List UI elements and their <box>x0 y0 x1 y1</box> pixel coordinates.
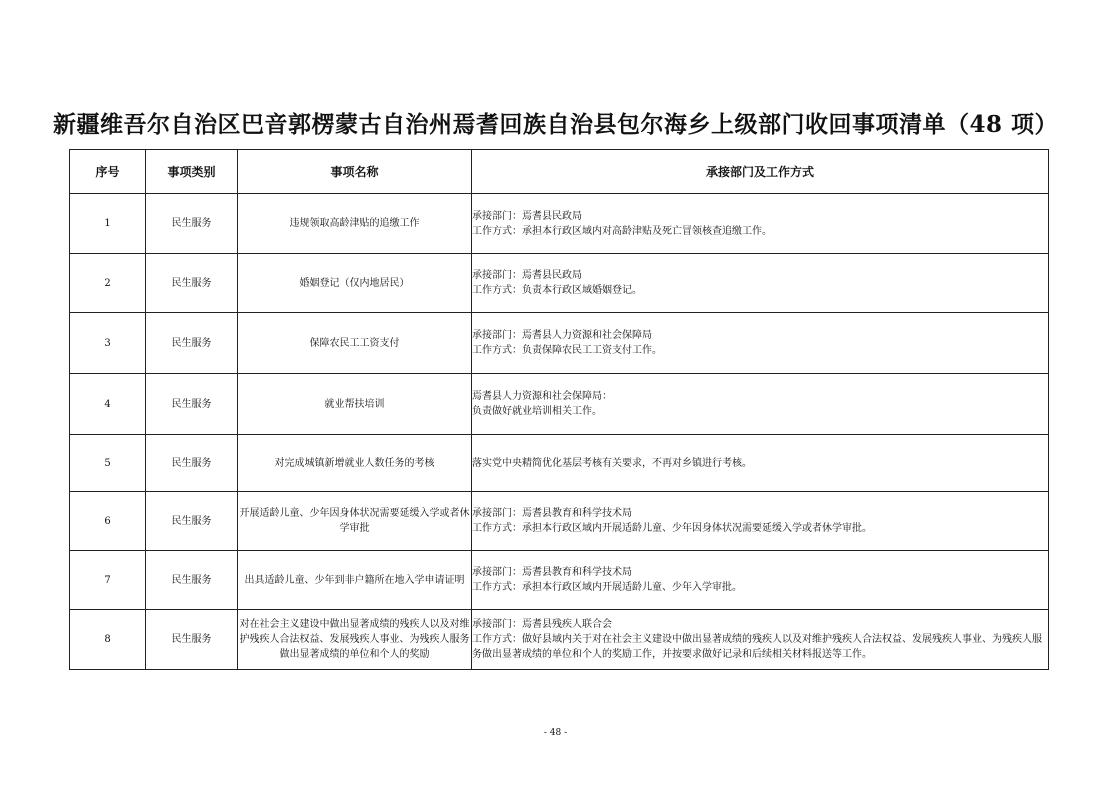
row-dept-info <box>472 551 1049 610</box>
header-name: 事项名称 <box>238 150 472 194</box>
row-category: 民生服务 <box>146 313 238 374</box>
page-number: - 48 - <box>543 728 568 738</box>
row-dept-info <box>472 254 1049 313</box>
row-dept-info <box>472 435 1049 492</box>
row-dept-info <box>472 610 1049 670</box>
dept-line: 落实党中央精简优化基层考核有关要求，不再对乡镇进行考核。 <box>472 457 752 469</box>
table-row <box>70 194 1049 254</box>
header-dept: 承接部门及工作方式 <box>472 150 1049 194</box>
row-category: 民生服务 <box>146 254 238 313</box>
dept-line: 负责做好就业培训相关工作。 <box>472 406 602 417</box>
row-number: 5 <box>70 435 146 492</box>
dept-line: 承接部门：焉耆县残疾人联合会 <box>472 619 612 630</box>
row-number: 7 <box>70 551 146 610</box>
row-category: 民生服务 <box>146 492 238 551</box>
dept-line: 工作方式：做好县域内关于对在社会主义建设中做出显著成绩的残疾人以及对维护残疾人合法权益、发展残疾人事业、为残疾人服务做出显著成绩的单位和个人的奖励工作，并按要求做好记录和后续相关材料报送等工作。 <box>472 634 1042 660</box>
table-row <box>70 254 1049 313</box>
dept-line: 工作方式：承担本行政区域内开展适龄儿童、少年入学审批。 <box>472 582 742 593</box>
row-item-name: 保障农民工工资支付 <box>238 313 472 374</box>
row-item-name: 对在社会主义建设中做出显著成绩的残疾人以及对维护残疾人合法权益、发展残疾人事业、为残疾人服务做出显著成绩的单位和个人的奖励 <box>238 610 472 670</box>
row-number: 6 <box>70 492 146 551</box>
row-dept-info <box>472 374 1049 435</box>
row-item-name: 婚姻登记（仅内地居民） <box>238 254 472 313</box>
row-item-name: 开展适龄儿童、少年因身体状况需要延缓入学或者休学审批 <box>238 492 472 551</box>
table-row <box>70 492 1049 551</box>
items-table <box>69 149 1049 670</box>
dept-line: 承接部门：焉耆县教育和科学技术局 <box>472 567 632 578</box>
row-number: 2 <box>70 254 146 313</box>
row-item-name: 对完成城镇新增就业人数任务的考核 <box>238 435 472 492</box>
row-item-name: 出具适龄儿童、少年到非户籍所在地入学申请证明 <box>238 551 472 610</box>
table-header-row <box>70 150 1049 194</box>
row-category: 民生服务 <box>146 551 238 610</box>
row-number: 4 <box>70 374 146 435</box>
row-dept-info <box>472 313 1049 374</box>
dept-line: 承接部门：焉耆县民政局 <box>472 270 582 281</box>
table-row <box>70 551 1049 610</box>
dept-line: 承接部门：焉耆县教育和科学技术局 <box>472 508 632 519</box>
row-number: 8 <box>70 610 146 670</box>
row-category: 民生服务 <box>146 435 238 492</box>
row-item-name: 就业帮扶培训 <box>238 374 472 435</box>
table-row <box>70 610 1049 670</box>
row-dept-info <box>472 194 1049 254</box>
table-row <box>70 313 1049 374</box>
dept-line: 承接部门：焉耆县人力资源和社会保障局 <box>472 330 652 341</box>
row-dept-info <box>472 492 1049 551</box>
row-category: 民生服务 <box>146 610 238 670</box>
page-title: 新疆维吾尔自治区巴音郭楞蒙古自治州焉耆回族自治县包尔海乡上级部门收回事项清单（48 项） <box>52 111 1058 138</box>
dept-line: 承接部门：焉耆县民政局 <box>472 210 582 222</box>
header-no: 序号 <box>70 150 146 194</box>
dept-line: 工作方式：负责本行政区域婚姻登记。 <box>472 285 642 296</box>
table-row <box>70 374 1049 435</box>
dept-line: 工作方式：承担本行政区域内对高龄津贴及死亡冒领核查追缴工作。 <box>472 225 772 237</box>
row-category: 民生服务 <box>146 194 238 254</box>
row-item-name: 违规领取高龄津贴的追缴工作 <box>238 194 472 254</box>
row-category: 民生服务 <box>146 374 238 435</box>
dept-line: 焉耆县人力资源和社会保障局： <box>472 391 612 402</box>
dept-line: 工作方式：承担本行政区域内开展适龄儿童、少年因身体状况需要延缓入学或者休学审批。 <box>472 523 872 534</box>
row-number: 3 <box>70 313 146 374</box>
dept-line: 工作方式：负责保障农民工工资支付工作。 <box>472 345 662 356</box>
table-row <box>70 435 1049 492</box>
header-category: 事项类别 <box>146 150 238 194</box>
row-number: 1 <box>70 194 146 254</box>
